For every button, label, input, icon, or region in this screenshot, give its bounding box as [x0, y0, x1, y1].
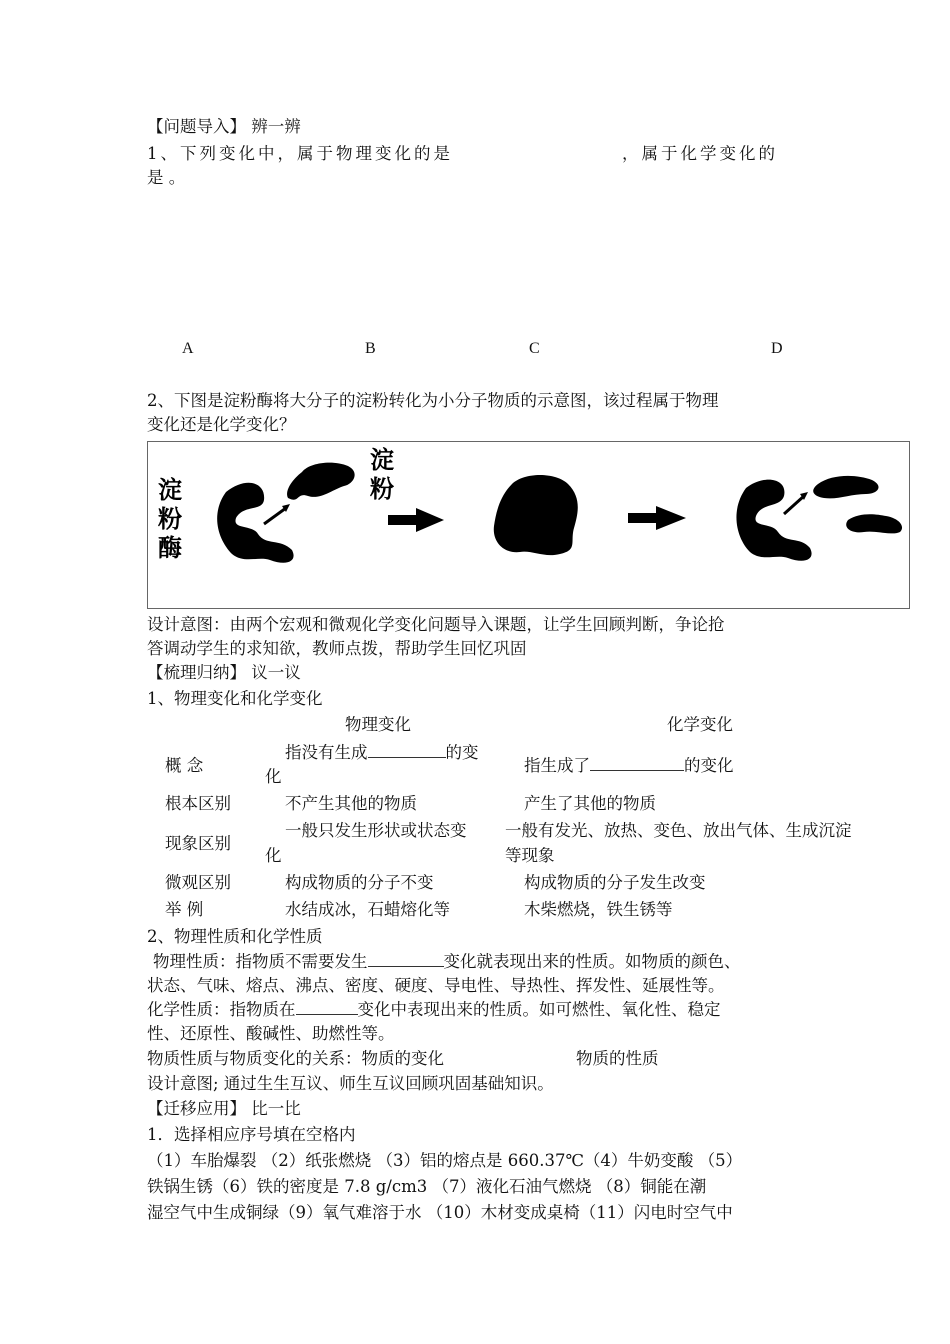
phenomenon-physical-line2: 化 — [265, 846, 282, 865]
chemical-property-blank[interactable] — [296, 1000, 358, 1015]
concept-physical-blank[interactable] — [368, 743, 446, 758]
row-label-example: 举 例 — [165, 900, 204, 919]
concept-physical-text-1: 指没有生成 — [285, 743, 368, 762]
section-heading-intro: 【问题导入】 辨一辨 — [147, 117, 301, 136]
row-label-concept: 概 念 — [165, 756, 204, 775]
phenomenon-physical-line1: 一般只发生形状或状态变 — [285, 821, 467, 840]
reaction-arrow-2-head — [656, 506, 686, 530]
row-label-micro: 微观区别 — [165, 873, 231, 892]
enzyme-blob — [217, 483, 293, 563]
question-2-text-line1: 2、下图是淀粉酶将大分子的淀粉转化为小分子物质的示意图，该过程属于物理 — [147, 391, 719, 410]
application-items-line1: （1）车胎爆裂 （2）纸张燃烧 （3）铝的熔点是 660.37℃（4）牛奶变酸 （5） — [147, 1151, 743, 1170]
option-c-label: C — [529, 340, 540, 357]
physical-property-line1 — [153, 951, 741, 973]
enzyme-label-char-1: 淀 — [158, 476, 182, 504]
option-b-label: B — [365, 340, 376, 357]
concept-physical-text-3: 化 — [265, 767, 282, 786]
product-molecule-1 — [813, 476, 878, 499]
question-1-text-b: ，属于化学变化的 — [622, 144, 778, 163]
concept-chemical — [524, 755, 734, 777]
application-items-line3: 湿空气中生成铜绿（9）氧气难溶于水 （10）木材变成桌椅（11）闪电时空气中 — [147, 1203, 733, 1222]
physical-property-text-b: 变化就表现出来的性质。如物质的颜色、 — [443, 952, 741, 971]
enzyme-label-char-2: 粉 — [158, 505, 182, 533]
question-2-text-line2: 变化还是化学变化？ — [147, 415, 296, 434]
property-change-relation-b: 物质的性质 — [576, 1049, 659, 1068]
product-molecule-2 — [846, 514, 902, 533]
starch-enzyme-diagram — [147, 441, 910, 609]
starch-enzyme-illustration — [148, 442, 911, 610]
phenomenon-chemical-line1: 一般有发光、放热、变色、放出气体、生成沉淀 — [505, 821, 852, 840]
question-1-text-a: 1、下列变化中，属于物理变化的是 — [147, 144, 453, 163]
enzyme-blob-released — [736, 480, 811, 561]
starch-label-char-2: 粉 — [370, 475, 394, 503]
starch-blob-bound — [287, 463, 355, 500]
application-question: 1．选择相应序号填在空格内 — [147, 1125, 356, 1144]
reaction-arrow-1-shaft — [388, 515, 418, 525]
fundamental-physical: 不产生其他的物质 — [285, 794, 417, 813]
enzyme-small-arrow — [264, 508, 286, 524]
option-d-label: D — [771, 340, 783, 357]
physical-property-blank[interactable] — [368, 952, 444, 967]
example-chemical: 木柴燃烧，铁生锈等 — [524, 900, 673, 919]
chemical-property-line2: 性、还原性、酸碱性、助燃性等。 — [147, 1024, 395, 1043]
concept-physical-text-2: 的变 — [445, 743, 479, 762]
starch-label-char-1: 淀 — [370, 446, 394, 474]
enzyme-substrate-complex — [494, 475, 578, 555]
design-intent-2: 设计意图; 通过生生互议、师生互议回顾巩固基础知识。 — [147, 1074, 554, 1093]
row-label-fundamental: 根本区别 — [165, 794, 231, 813]
reaction-arrow-1-head — [416, 508, 444, 532]
released-small-arrow — [784, 496, 804, 514]
concept-chemical-blank[interactable] — [590, 756, 684, 771]
question-1-text-line2: 是 。 — [147, 168, 186, 187]
concept-physical — [285, 742, 479, 764]
physical-property-text-a: 物理性质：指物质不需要发生 — [153, 952, 368, 971]
chemical-property-text-a: 化学性质：指物质在 — [147, 1000, 296, 1019]
design-intent-1-line2: 答调动学生的求知欲，教师点拨，帮助学生回忆巩固 — [147, 639, 527, 658]
reaction-arrow-2-shaft — [628, 513, 658, 523]
example-physical: 水结成冰，石蜡熔化等 — [285, 900, 450, 919]
chemical-property-line1 — [147, 999, 721, 1021]
chemical-property-text-b: 变化中表现出来的性质。如可燃性、氧化性、稳定 — [357, 1000, 721, 1019]
micro-chemical: 构成物质的分子发生改变 — [524, 873, 706, 892]
application-items-line2: 铁锅生锈（6）铁的密度是 7.8 g/cm3 （7）液化石油气燃烧 （8）铜能在潮 — [147, 1177, 707, 1196]
property-change-relation-a: 物质性质与物质变化的关系：物质的变化 — [147, 1049, 444, 1068]
option-a-label: A — [182, 340, 194, 357]
section-heading-summary: 【梳理归纳】 议一议 — [147, 663, 301, 682]
fundamental-chemical: 产生了其他的物质 — [524, 794, 656, 813]
phenomenon-chemical-line2: 等现象 — [505, 846, 555, 865]
concept-chemical-text-2: 的变化 — [684, 756, 734, 775]
micro-physical: 构成物质的分子不变 — [285, 873, 434, 892]
enzyme-label-char-3: 酶 — [158, 534, 182, 562]
table-header-chemical: 化学变化 — [667, 715, 733, 734]
row-label-phenomenon: 现象区别 — [165, 834, 231, 853]
physical-property-line2: 状态、气味、熔点、沸点、密度、硬度、导电性、导热性、挥发性、延展性等。 — [147, 976, 725, 995]
concept-chemical-text-1: 指生成了 — [524, 756, 590, 775]
subsection-2-title: 2、物理性质和化学性质 — [147, 927, 323, 946]
table-header-physical: 物理变化 — [345, 715, 411, 734]
section-heading-application: 【迁移应用】 比一比 — [147, 1099, 301, 1118]
design-intent-1-line1: 设计意图：由两个宏观和微观化学变化问题导入课题，让学生回顾判断，争论抢 — [147, 615, 725, 634]
subsection-1-title: 1、物理变化和化学变化 — [147, 689, 323, 708]
